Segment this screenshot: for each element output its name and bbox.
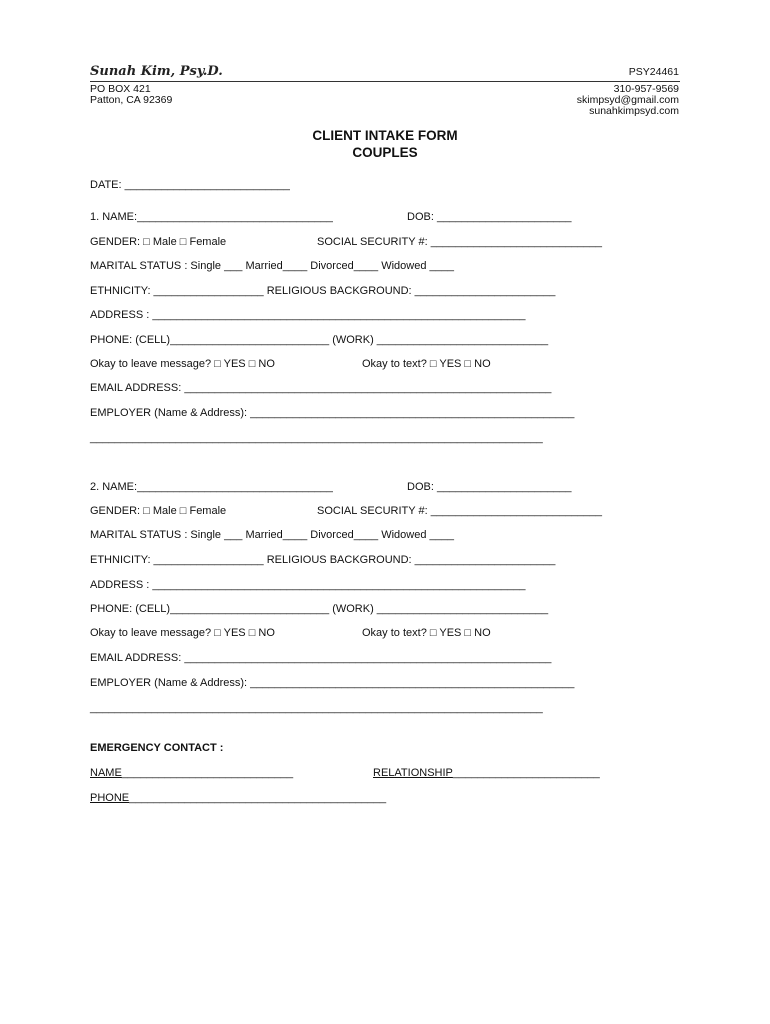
person1-message-option[interactable]: Okay to leave message? □ YES □ NO bbox=[90, 358, 275, 370]
emergency-name-row bbox=[90, 765, 690, 781]
person2-ssn-field[interactable]: SOCIAL SECURITY #: ____________________________ bbox=[317, 505, 602, 517]
person1-dob-field[interactable]: DOB: ______________________ bbox=[407, 211, 572, 223]
person1-gender-field[interactable]: GENDER: □ Male □ Female bbox=[90, 236, 227, 248]
contact-phone: 310-957-9569 bbox=[613, 83, 679, 95]
header-divider bbox=[90, 81, 680, 82]
person1-address-field[interactable]: ADDRESS : _____________________________________________________________ bbox=[90, 309, 526, 321]
emergency-relationship-group bbox=[373, 765, 600, 781]
person1-name-label: 1. NAME: bbox=[90, 211, 138, 223]
person2-marital-field[interactable]: MARITAL STATUS : Single ___ Married____ Divorced____ Widowed ____ bbox=[90, 529, 454, 541]
contact-website[interactable]: sunahkimpsyd.com bbox=[589, 105, 679, 117]
emergency-phone-label: PHONE bbox=[90, 792, 130, 804]
person2-message-option[interactable]: Okay to leave message? □ YES □ NO bbox=[90, 627, 275, 639]
person2-contact-prefs bbox=[90, 625, 690, 641]
person1-email-field[interactable]: EMAIL ADDRESS: ____________________________________________________________ bbox=[90, 382, 552, 394]
person1-ssn-field[interactable]: SOCIAL SECURITY #: ____________________________ bbox=[317, 236, 602, 248]
person2-dob-field[interactable]: DOB: ______________________ bbox=[407, 481, 572, 493]
emergency-name-label: NAME bbox=[90, 767, 122, 779]
person2-ethnicity-field[interactable]: ETHNICITY: __________________ RELIGIOUS BACKGROUND: _______________________ bbox=[90, 554, 556, 566]
date-field[interactable]: DATE: ___________________________ bbox=[90, 179, 290, 191]
person1-name-row bbox=[90, 209, 690, 225]
person2-name-row bbox=[90, 479, 690, 495]
address-line2: Patton, CA 92369 bbox=[90, 94, 173, 106]
emergency-name-field[interactable]: ____________________________ bbox=[121, 767, 294, 779]
person2-name-field[interactable]: ________________________________ bbox=[137, 481, 333, 493]
person1-ethnicity-field[interactable]: ETHNICITY: __________________ RELIGIOUS BACKGROUND: _______________________ bbox=[90, 285, 556, 297]
person2-address-field[interactable]: ADDRESS : _____________________________________________________________ bbox=[90, 579, 526, 591]
emergency-phone-row bbox=[90, 790, 690, 806]
person2-phone-field[interactable]: PHONE: (CELL)__________________________ (WORK) ____________________________ bbox=[90, 603, 549, 615]
person1-employer-extra-line[interactable]: __________________________________________________________________________ bbox=[90, 432, 543, 444]
person2-employer-field[interactable]: EMPLOYER (Name & Address): _____________________________________________________ bbox=[90, 677, 575, 689]
form-title: CLIENT INTAKE FORM bbox=[312, 128, 458, 143]
person2-gender-row bbox=[90, 503, 690, 519]
person1-text-option[interactable]: Okay to text? □ YES □ NO bbox=[362, 358, 491, 370]
license-number: PSY24461 bbox=[628, 66, 679, 78]
form-subtitle: COUPLES bbox=[352, 145, 418, 160]
person1-marital-field[interactable]: MARITAL STATUS : Single ___ Married____ Divorced____ Widowed ____ bbox=[90, 260, 454, 272]
person2-gender-field[interactable]: GENDER: □ Male □ Female bbox=[90, 505, 227, 517]
emergency-relationship-label: RELATIONSHIP bbox=[373, 767, 453, 779]
person1-gender-row bbox=[90, 234, 690, 250]
person2-text-option[interactable]: Okay to text? □ YES □ NO bbox=[362, 627, 491, 639]
emergency-heading: EMERGENCY CONTACT : bbox=[90, 742, 224, 754]
person2-email-field[interactable]: EMAIL ADDRESS: ____________________________________________________________ bbox=[90, 652, 552, 664]
signature: Sunah Kim, Psy.D. bbox=[90, 64, 223, 79]
contact-email[interactable]: skimpsyd@gmail.com bbox=[576, 94, 679, 106]
person1-name-field[interactable]: ________________________________ bbox=[137, 211, 333, 223]
person1-contact-prefs bbox=[90, 356, 690, 372]
emergency-relationship-field[interactable]: ________________________ bbox=[452, 767, 600, 779]
emergency-phone-field[interactable]: __________________________________________ bbox=[129, 792, 387, 804]
person1-phone-field[interactable]: PHONE: (CELL)__________________________ (WORK) ____________________________ bbox=[90, 334, 549, 346]
person1-employer-field[interactable]: EMPLOYER (Name & Address): _____________________________________________________ bbox=[90, 407, 575, 419]
person2-employer-extra-line[interactable]: __________________________________________________________________________ bbox=[90, 702, 543, 714]
address-line1: PO BOX 421 bbox=[90, 83, 151, 95]
person2-name-label: 2. NAME: bbox=[90, 481, 138, 493]
